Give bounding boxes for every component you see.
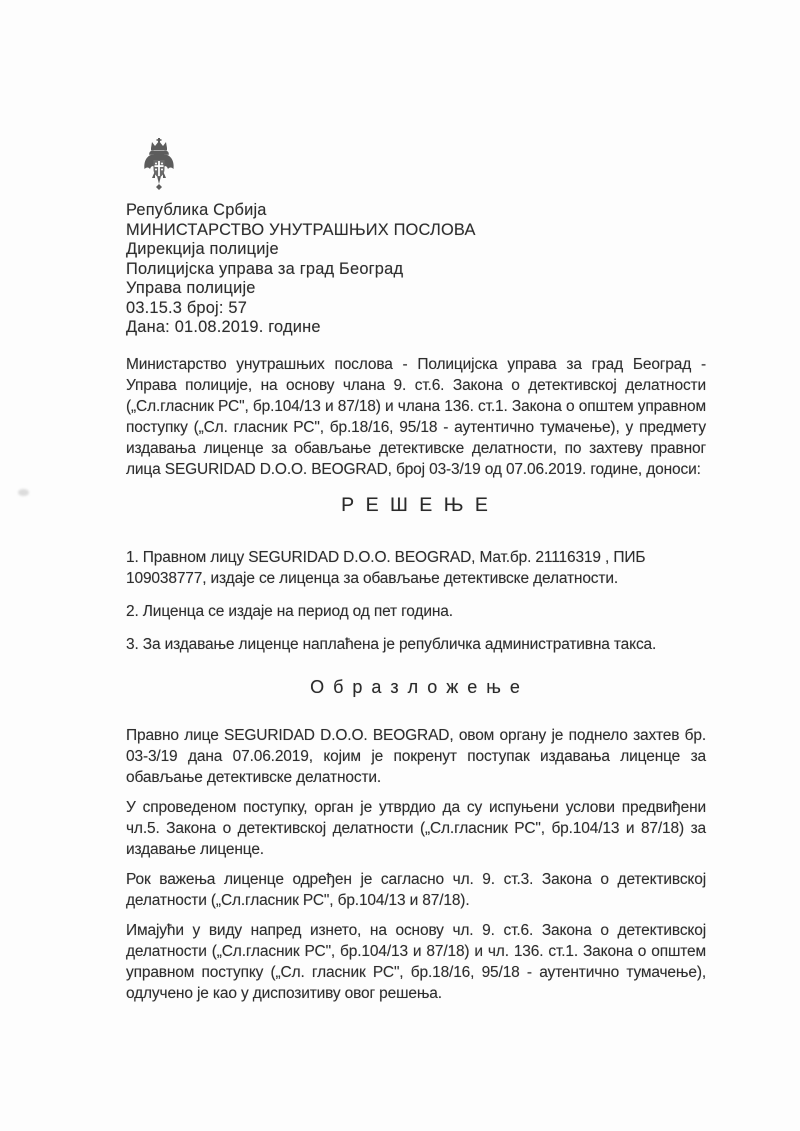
decision-title: Р Е Ш Е Њ Е	[341, 493, 491, 516]
letterhead-ministry: МИНИСТАРСТВО УНУТРАШЊИХ ПОСЛОВА	[126, 220, 476, 239]
explanation-paragraph-4: Имајући у виду напред изнето, на основу чл. 9. ст.6. Закона о детективској делатности („Сл.гласник РС", бр.104/13 и 87/18) и чл. 136. ст.1. Закона о општем управном поступку („Сл. гласник РС", бр.18/16, 95/18 - аутентично тумачење), одлучено је као у диспозитиву овог решења.	[126, 921, 706, 1002]
intro-paragraph: Министарство унутрашњих послова - Полицијска управа за град Београд - Управа полиције, на основу члана 9. ст.6. Закона о детективској делатности („Сл.гласник РС", бр.104/13 и 87/18) и члана 136. ст.1. Закона о општем управном поступку („Сл. гласник РС", бр.18/16, 95/18 - аутентично тумачење), у предмету издавања лиценце за обављање детективске делатности, по захтеву правног лица SEGURIDAD D.O.O. BEOGRAD, број 03-3/19 од 07.06.2019. године, доноси:	[126, 355, 706, 478]
explanation-paragraph-1: Правно лице SEGURIDAD D.O.O. BEOGRAD, овом органу је поднело захтев бр. 03-3/19 дана 07.06.2019, којим је покренут поступак издавања лиценце за обављање детективске делатности.	[126, 726, 706, 786]
letterhead-police-directorate: Дирекција полиције	[126, 240, 279, 258]
decision-item-2: 2. Лиценца се издаје на период од пет година.	[126, 602, 453, 620]
letterhead	[126, 138, 706, 338]
letterhead-city-police-administration: Полицијска управа за град Београд	[126, 259, 404, 278]
explanation-title: О б р а з л о ж е њ е	[310, 676, 522, 697]
letterhead-country: Република Србија	[126, 201, 267, 219]
explanation-paragraph-2: У спроведеном поступку, орган је утврдио да су испуњени услови предвиђени чл.5. Закона о детективској делатности („Сл.гласник РС", бр.104/13 и 87/18) за издавање лиценце.	[126, 798, 706, 858]
scan-artifact	[18, 489, 29, 496]
letterhead-reference-number: 03.15.3 број: 57	[126, 298, 248, 317]
serbia-coat-of-arms-icon	[142, 138, 176, 192]
letterhead-police-department: Управа полиције	[126, 279, 256, 297]
letterhead-date: Дана: 01.08.2019. године	[126, 318, 321, 336]
explanation-paragraph-3: Рок важења лиценце одређен је сагласно чл. 9. ст.3. Закона о детективској делатности („Сл.гласник РС", бр.104/13 и 87/18).	[126, 870, 706, 909]
decision-item-3: 3. За издавање лиценце наплаћена је републичка административна такса.	[126, 635, 657, 653]
decision-item-1: 1. Правном лицу SEGURIDAD D.O.O. BEOGRAD, Мат.бр. 21116319 , ПИБ 109038777, издаје се лиценца за обављање детективске делатности.	[126, 548, 646, 587]
